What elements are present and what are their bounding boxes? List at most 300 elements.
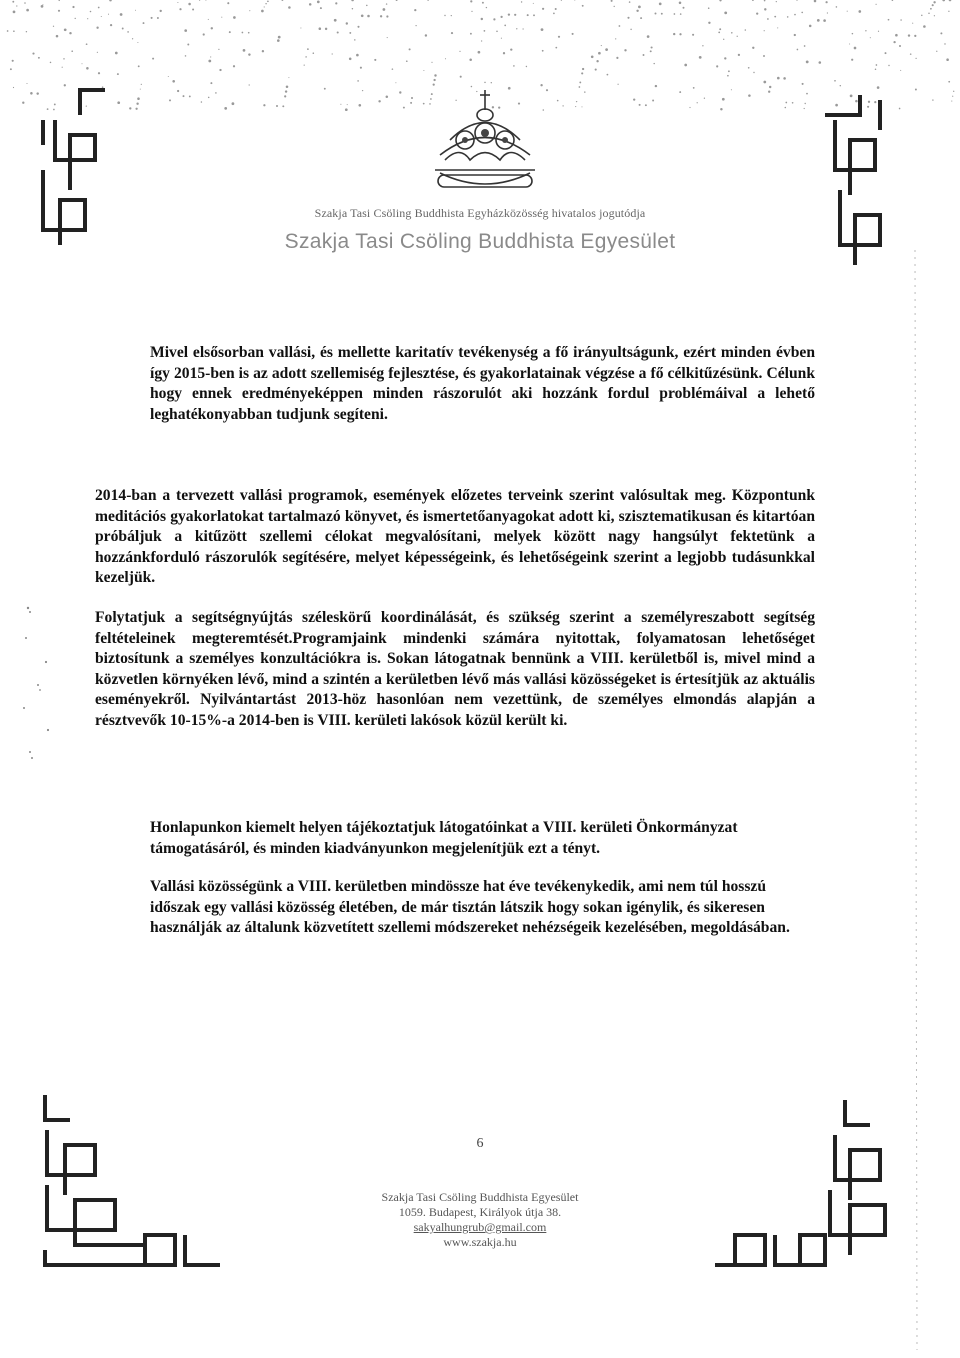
- noise-speck: [817, 19, 820, 22]
- noise-speck: [645, 104, 647, 106]
- noise-speck: [932, 99, 933, 100]
- noise-speck: [396, 0, 398, 1]
- footer-website-link[interactable]: www.szakja.hu: [443, 1235, 517, 1249]
- noise-speck: [13, 87, 14, 88]
- noise-speck: [53, 109, 55, 111]
- noise-speck: [300, 27, 301, 28]
- noise-speck: [137, 42, 138, 43]
- noise-speck: [555, 47, 557, 49]
- noise-speck: [481, 18, 483, 20]
- noise-speck: [135, 10, 136, 11]
- noise-speck: [383, 8, 386, 11]
- noise-speck: [484, 30, 486, 32]
- noise-speck: [117, 101, 120, 104]
- noise-speck: [86, 105, 87, 106]
- noise-speck: [263, 104, 265, 106]
- noise-speck: [684, 64, 687, 67]
- noise-speck: [58, 0, 59, 1]
- noise-speck: [109, 0, 112, 1]
- noise-speck: [630, 29, 631, 30]
- paragraph-1: Mivel elsősorban vallási, és mellette karitatív tevékenység a fő irányultságunk, ezért minden évben így 2015-ben is az adott szellemiség fejlesztése, és gyakorlatainak végzése a fő célkitűzésünk. Célunk hogy ennek eredményeképpen minden rászorulót aki hozzánk fordul problémáival a lehető leghatékonyabban tudjunk segíteni.: [150, 344, 815, 423]
- noise-speck: [650, 50, 652, 52]
- noise-speck: [445, 58, 446, 59]
- noise-speck: [184, 29, 187, 32]
- noise-speck: [724, 57, 726, 59]
- noise-speck: [633, 98, 635, 100]
- noise-speck: [936, 51, 937, 52]
- noise-speck: [304, 64, 305, 65]
- noise-speck: [324, 88, 326, 90]
- noise-speck: [952, 96, 953, 97]
- noise-speck: [605, 48, 608, 51]
- noise-speck: [533, 14, 535, 16]
- noise-speck: [752, 0, 754, 1]
- noise-speck: [210, 82, 212, 84]
- noise-speck: [655, 13, 657, 15]
- noise-speck: [708, 22, 710, 24]
- page-number: 6: [476, 1136, 484, 1151]
- noise-speck: [875, 4, 876, 5]
- noise-speck: [764, 0, 766, 1]
- noise-speck: [285, 90, 287, 92]
- noise-speck: [481, 40, 482, 41]
- noise-speck: [768, 91, 770, 93]
- noise-speck: [460, 76, 462, 78]
- noise-speck: [836, 6, 838, 8]
- noise-speck: [835, 104, 838, 107]
- noise-speck: [276, 105, 278, 107]
- footer-email-link[interactable]: sakyalhungrub@gmail.com: [413, 1220, 547, 1234]
- noise-speck: [731, 89, 732, 90]
- noise-speck: [785, 107, 787, 109]
- noise-speck: [579, 81, 581, 83]
- noise-speck: [249, 10, 250, 11]
- noise-speck: [804, 45, 806, 47]
- noise-speck: [527, 14, 529, 16]
- noise-speck: [516, 28, 517, 29]
- noise-speck: [885, 52, 887, 54]
- noise-speck: [86, 43, 88, 45]
- noise-speck: [804, 108, 805, 109]
- noise-speck: [574, 0, 575, 1]
- noise-speck: [98, 7, 100, 9]
- noise-speck: [942, 0, 945, 1]
- noise-speck: [877, 86, 880, 89]
- noise-speck: [22, 102, 24, 104]
- noise-speck: [579, 86, 581, 88]
- noise-speck: [427, 0, 428, 1]
- noise-speck: [850, 95, 853, 98]
- noise-speck: [888, 19, 890, 21]
- noise-speck: [409, 48, 411, 50]
- noise-speck: [335, 2, 337, 4]
- noise-speck: [313, 52, 315, 54]
- noise-speck: [345, 108, 348, 111]
- noise-speck: [470, 33, 472, 35]
- noise-speck: [282, 105, 284, 107]
- noise-speck: [305, 56, 307, 58]
- noise-speck: [679, 33, 681, 35]
- noise-speck: [851, 59, 853, 61]
- noise-speck: [434, 74, 436, 76]
- footer-contact: [0, 1190, 960, 1250]
- noise-speck: [718, 32, 720, 34]
- noise-speck: [347, 104, 348, 105]
- noise-speck: [801, 12, 803, 14]
- noise-speck: [386, 95, 389, 98]
- noise-speck: [825, 1, 827, 3]
- noise-speck: [834, 80, 836, 82]
- noise-speck: [614, 6, 615, 7]
- noise-speck: [764, 30, 765, 31]
- noise-speck: [722, 98, 725, 101]
- noise-speck: [218, 49, 219, 50]
- noise-speck: [794, 14, 796, 16]
- noise-speck: [221, 17, 222, 18]
- noise-speck: [774, 16, 776, 18]
- noise-speck: [619, 25, 621, 27]
- paragraph-3: Folytatjuk a segítségnyújtás széleskörű koordinálását, és szükség szerint a személyreszabott segítség feltételeinek megteremtését.Programjaink mindenki számára nyitottak, folyamatosan lehetőséget biztosítunk a személyes konzultációkra is. Sokan látogatnak bennünk a VIII. kerületből is, mivel mind a közvetlen környéken lévő, mind a szintén a kerületben lévő más vallási közösségeket is értesítjük az aktuális eseményekről. Nyilvántartást 2013-höz hasonlóan nem vezettünk, de személyes elmondás alapján a résztvevők 10-15%-a 2014-ben is VIII. kerületi lakósok közül került ki.: [95, 609, 815, 729]
- noise-speck: [767, 18, 769, 20]
- noise-speck: [584, 91, 585, 92]
- noise-speck: [356, 54, 359, 57]
- noise-speck: [928, 12, 930, 14]
- noise-speck: [895, 34, 898, 37]
- noise-speck: [265, 3, 266, 4]
- noise-speck: [679, 2, 682, 5]
- noise-speck: [870, 37, 871, 38]
- noise-speck: [900, 19, 902, 21]
- noise-speck: [526, 66, 527, 67]
- noise-speck: [415, 25, 416, 26]
- noise-speck: [647, 35, 650, 38]
- noise-speck: [242, 32, 244, 34]
- noise-speck: [374, 59, 376, 61]
- noise-speck: [138, 65, 140, 67]
- noise-speck: [944, 43, 945, 44]
- noise-speck: [731, 32, 733, 34]
- noise-speck: [912, 23, 913, 24]
- noise-speck: [352, 8, 353, 9]
- noise-speck: [248, 53, 250, 55]
- noise-speck: [702, 45, 703, 46]
- noise-speck: [787, 16, 789, 18]
- noise-speck: [395, 82, 396, 83]
- noise-speck: [451, 15, 452, 16]
- noise-speck: [26, 83, 27, 84]
- noise-speck: [122, 28, 124, 30]
- noise-speck: [946, 58, 949, 61]
- noise-speck: [636, 10, 638, 12]
- noise-speck: [286, 86, 289, 89]
- noise-speck: [629, 1, 631, 3]
- noise-speck: [940, 32, 942, 34]
- noise-speck: [794, 34, 796, 36]
- noise-speck: [82, 63, 83, 64]
- noise-speck: [575, 106, 576, 107]
- noise-speck: [921, 15, 922, 16]
- noise-speck: [317, 1, 320, 4]
- noise-speck: [98, 72, 100, 74]
- noise-speck: [137, 97, 140, 100]
- noise-speck: [748, 67, 750, 69]
- noise-speck: [115, 52, 118, 55]
- noise-speck: [136, 102, 138, 104]
- noise-speck: [652, 100, 654, 102]
- noise-speck: [900, 70, 901, 71]
- noise-speck: [41, 5, 44, 8]
- noise-speck: [168, 76, 169, 77]
- noise-speck: [847, 11, 848, 12]
- noise-speck: [596, 60, 598, 62]
- noise-speck: [227, 2, 229, 4]
- noise-speck: [392, 68, 394, 70]
- noise-speck: [728, 70, 730, 72]
- noise-speck: [16, 5, 17, 6]
- noise-speck: [42, 4, 43, 5]
- noise-speck: [865, 30, 866, 31]
- noise-speck: [267, 0, 269, 2]
- noise-speck: [643, 54, 645, 56]
- noise-speck: [953, 91, 954, 92]
- footer-org-name: Szakja Tasi Csöling Buddhista Egyesület: [381, 1190, 579, 1204]
- noise-speck: [753, 72, 754, 73]
- noise-speck: [157, 17, 159, 19]
- noise-speck: [62, 67, 63, 68]
- noise-speck: [558, 36, 560, 38]
- noise-speck: [69, 32, 71, 34]
- noise-speck: [562, 105, 563, 106]
- noise-speck: [386, 15, 388, 17]
- noise-speck: [624, 49, 626, 51]
- noise-speck: [229, 31, 231, 33]
- noise-speck: [555, 8, 557, 10]
- noise-speck: [510, 48, 512, 50]
- noise-speck: [673, 33, 675, 35]
- noise-speck: [854, 47, 857, 50]
- noise-speck: [282, 0, 284, 1]
- noise-speck: [24, 2, 26, 4]
- noise-speck: [910, 53, 912, 55]
- noise-speck: [932, 4, 934, 6]
- noise-speck: [50, 62, 52, 64]
- noise-speck: [892, 0, 894, 1]
- noise-speck: [179, 8, 181, 10]
- noise-speck: [63, 58, 64, 59]
- noise-speck: [514, 14, 516, 16]
- noise-speck: [640, 17, 642, 19]
- noise-speck: [723, 39, 724, 40]
- noise-speck: [785, 102, 787, 104]
- noise-speck: [86, 67, 89, 70]
- noise-speck: [26, 9, 29, 12]
- noise-speck: [615, 38, 616, 39]
- noise-speck: [708, 7, 710, 9]
- noise-speck: [71, 50, 73, 52]
- noise-speck: [288, 77, 289, 78]
- noise-speck: [868, 101, 870, 103]
- noise-speck: [595, 69, 597, 71]
- noise-speck: [858, 10, 861, 13]
- margin-specks: [18, 600, 58, 770]
- noise-speck: [219, 69, 221, 71]
- noise-speck: [769, 86, 771, 88]
- noise-speck: [697, 102, 698, 103]
- noise-speck: [349, 58, 352, 61]
- noise-speck: [205, 0, 206, 1]
- noise-speck: [719, 28, 721, 30]
- noise-speck: [582, 68, 584, 70]
- noise-speck: [875, 68, 877, 70]
- noise-speck: [13, 30, 15, 32]
- noise-speck: [135, 108, 137, 110]
- noise-speck: [533, 3, 534, 4]
- noise-speck: [501, 38, 502, 39]
- noise-speck: [949, 0, 952, 1]
- noise-speck: [496, 31, 498, 33]
- noise-speck: [129, 107, 131, 109]
- noise-speck: [357, 80, 359, 82]
- noise-speck: [337, 31, 339, 33]
- noise-speck: [127, 31, 129, 33]
- noise-speck: [607, 74, 609, 76]
- noise-speck: [459, 51, 460, 52]
- noise-speck: [346, 22, 348, 24]
- noise-speck: [120, 13, 123, 16]
- noise-speck: [738, 54, 740, 56]
- noise-speck: [249, 84, 250, 85]
- noise-speck: [582, 5, 584, 7]
- noise-speck: [915, 89, 917, 91]
- noise-speck: [888, 65, 889, 66]
- noise-speck: [948, 11, 949, 12]
- noise-speck: [724, 12, 727, 15]
- noise-speck: [934, 15, 935, 16]
- noise-speck: [542, 8, 544, 10]
- noise-speck: [674, 13, 676, 15]
- noise-speck: [500, 16, 502, 18]
- noise-speck: [948, 81, 950, 83]
- noise-speck: [12, 60, 14, 62]
- noise-speck: [177, 90, 179, 92]
- noise-speck: [425, 34, 427, 36]
- noise-speck: [53, 26, 54, 27]
- noise-speck: [325, 28, 327, 30]
- noise-speck: [855, 100, 858, 103]
- noise-speck: [362, 90, 363, 91]
- noise-speck: [581, 106, 582, 107]
- noise-speck: [248, 32, 250, 34]
- noise-speck: [627, 17, 629, 19]
- noise-speck: [215, 92, 217, 94]
- noise-speck: [319, 27, 322, 30]
- noise-speck: [541, 28, 544, 31]
- noise-speck: [764, 8, 766, 10]
- noise-speck: [444, 15, 445, 16]
- noise-speck: [58, 10, 60, 12]
- noise-speck: [704, 98, 705, 99]
- noise-speck: [187, 44, 189, 46]
- noise-speck: [97, 52, 98, 53]
- noise-speck: [655, 85, 657, 87]
- right-edge-scan-line: [905, 250, 935, 1350]
- noise-speck: [899, 45, 901, 47]
- noise-speck: [661, 13, 663, 15]
- noise-speck: [777, 27, 778, 28]
- noise-speck: [307, 48, 309, 50]
- noise-speck: [719, 0, 721, 1]
- noise-speck: [876, 64, 878, 66]
- noise-speck: [183, 95, 185, 97]
- noise-speck: [224, 107, 227, 110]
- noise-speck: [484, 82, 486, 84]
- noise-speck: [340, 104, 341, 105]
- noise-speck: [923, 25, 926, 28]
- noise-speck: [208, 97, 210, 99]
- noise-speck: [752, 47, 754, 49]
- noise-speck: [87, 18, 88, 19]
- noise-speck: [358, 104, 361, 107]
- noise-speck: [814, 0, 817, 2]
- noise-speck: [108, 14, 109, 15]
- noise-speck: [777, 77, 780, 80]
- noise-speck: [243, 49, 246, 52]
- noise-speck: [915, 58, 916, 59]
- noise-speck: [542, 50, 544, 52]
- noise-speck: [827, 12, 828, 13]
- noise-speck: [349, 32, 351, 34]
- noise-speck: [792, 102, 794, 104]
- noise-speck: [763, 55, 765, 57]
- noise-speck: [110, 24, 112, 26]
- noise-speck: [616, 57, 618, 59]
- noise-speck: [90, 11, 92, 13]
- noise-speck: [361, 14, 364, 17]
- noise-speck: [199, 0, 200, 1]
- noise-speck: [232, 102, 235, 105]
- noise-speck: [208, 19, 209, 20]
- noise-speck: [169, 99, 171, 101]
- noise-speck: [386, 3, 387, 4]
- noise-speck: [689, 107, 690, 108]
- noise-speck: [639, 104, 641, 106]
- noise-speck: [802, 83, 804, 85]
- noise-speck: [679, 91, 681, 93]
- noise-speck: [284, 95, 286, 97]
- noise-speck: [367, 15, 370, 18]
- noise-speck: [7, 30, 9, 32]
- noise-speck: [64, 28, 67, 31]
- noise-speck: [387, 37, 388, 38]
- noise-speck: [117, 73, 119, 75]
- noise-speck: [716, 65, 718, 67]
- noise-speck: [486, 7, 487, 8]
- noise-speck: [351, 0, 354, 1]
- noise-speck: [806, 93, 808, 95]
- noise-speck: [177, 2, 178, 3]
- noise-speck: [598, 52, 601, 55]
- noise-speck: [823, 19, 826, 22]
- noise-speck: [720, 108, 722, 110]
- noise-speck: [414, 9, 416, 11]
- noise-speck: [867, 106, 869, 108]
- noise-speck: [651, 46, 653, 48]
- noise-speck: [478, 51, 481, 54]
- header-title: Szakja Tasi Csöling Buddhista Egyesület: [284, 230, 676, 253]
- noise-speck: [493, 18, 495, 20]
- noise-speck: [659, 3, 662, 6]
- noise-speck: [471, 11, 472, 12]
